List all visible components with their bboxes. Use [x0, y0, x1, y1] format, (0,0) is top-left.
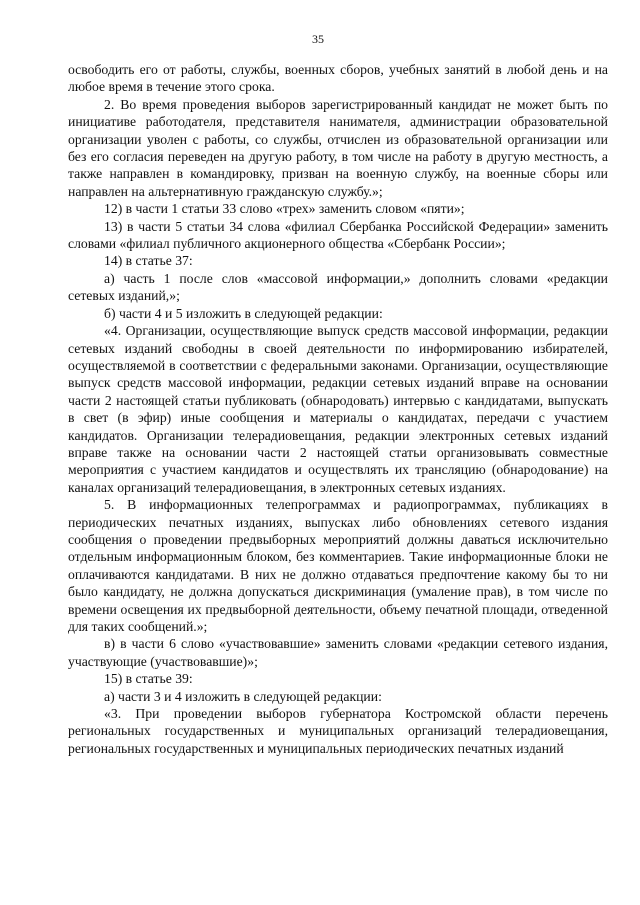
- paragraph-7: б) части 4 и 5 изложить в следующей редакции:: [104, 305, 383, 321]
- paragraph-4: 13) в части 5 статьи 34 слова «филиал Сбербанка Российской Федерации» заменить словами «филиал публичного акционерного общества «Сбербанк России»;: [68, 218, 608, 252]
- paragraph-13: «3. При проведении выборов губернатора Костромской области перечень региональных государственных и муниципальных организаций телерадиовещания, региональных государственных и муниципальных периодических печатных изданий: [68, 706, 608, 756]
- document-body: [68, 61, 608, 757]
- page-number: 35: [312, 32, 324, 46]
- paragraph-9: 5. В информационных телепрограммах и радиопрограммах, публикациях в периодических печатных изданиях, выпусках либо обновлениях сетевого издания сообщения о проведении предвыборных мероприятий должны даваться исключительно отдельным информационным блоком, без комментариев. Такие информационные блоки не оплачиваются кандидатами. В них не должно отдаваться предпочтение какому бы то ни было кандидату, не должна допускаться дискриминация (умаление прав), в том числе по времени освещения их предвыборной деятельности, объему печатной площади, отведенной для таких сообщений.»;: [68, 497, 608, 634]
- paragraph-6: а) часть 1 после слов «массовой информации,» дополнить словами «редакции сетевых изданий,»;: [68, 270, 608, 304]
- paragraph-11: 15) в статье 39:: [104, 671, 193, 687]
- paragraph-8: «4. Организации, осуществляющие выпуск средств массовой информации, редакции сетевых изданий свободны в своей деятельности по информированию избирателей, осуществляемой в соответствии с федеральными законами. Организации, осуществляющие выпуск средств массовой информации, редакции сетевых изданий вправе на основании части 2 настоящей статьи публиковать (обнародовать) интервью с кандидатами, выпускать в свет (в эфир) иные сообщения и материалы о кандидатах, передачи с участием кандидатов. Организации телерадиовещания, редакции электронных сетевых изданий вправе также на основании части 2 настоящей статьи организовывать совместные мероприятия с участием кандидатов и осуществлять их трансляцию (обнародование) на каналах организаций телерадиовещания, в электронных сетевых изданиях.: [68, 323, 608, 495]
- paragraph-10: в) в части 6 слово «участвовавшие» заменить словами «редакции сетевого издания, участвующие (участвовавшие)»;: [68, 636, 608, 669]
- paragraph-2: 2. Во время проведения выборов зарегистрированный кандидат не может быть по инициативе работодателя, представителя нанимателя, администрации образовательной организации уволен с работы, со службы, отчислен из образовательной организации или без его согласия переведен на другую работу, в том числе на работу в другую местность, а также направлен в командировку, призван на военную службу, на военные сборы или направлен на альтернативную гражданскую службу.»;: [68, 96, 608, 199]
- paragraph-5: 14) в статье 37:: [104, 253, 193, 269]
- paragraph-1: освободить его от работы, службы, военных сборов, учебных занятий в любой день и на любое время в течение этого срока.: [68, 62, 608, 95]
- paragraph-3: 12) в части 1 статьи 33 слово «трех» заменить словом «пяти»;: [104, 201, 465, 217]
- paragraph-12: а) части 3 и 4 изложить в следующей редакции:: [104, 688, 382, 704]
